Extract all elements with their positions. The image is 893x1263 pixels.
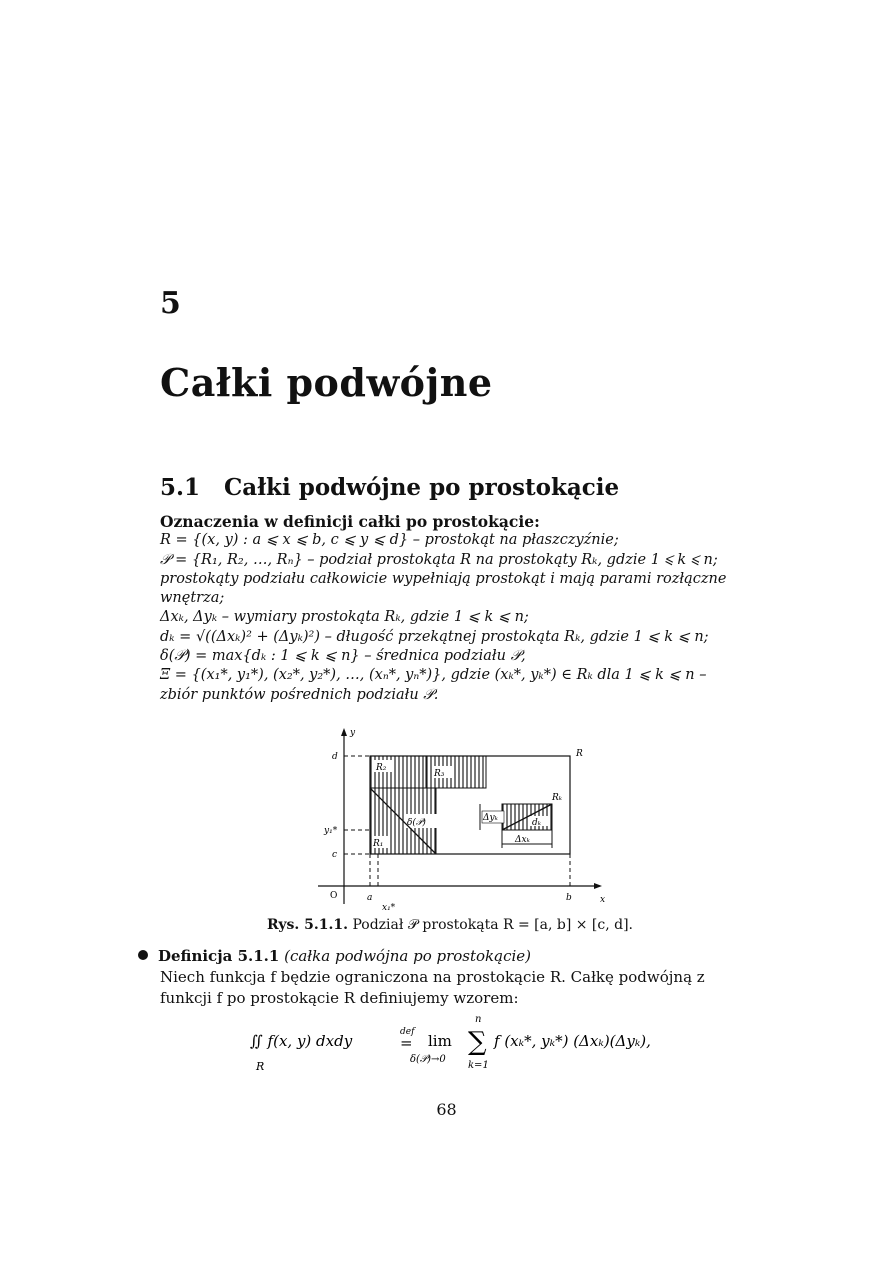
formula-region: R — [256, 1060, 265, 1073]
formula-sum-bottom: k=1 — [468, 1060, 489, 1071]
tick-y1: y₁* — [324, 826, 338, 836]
bullet-icon — [138, 950, 148, 960]
chapter-title: Całki podwójne — [160, 360, 493, 405]
formula-sum-icon: ∑ — [468, 1027, 487, 1057]
chapter-number: 5 — [160, 286, 181, 321]
origin-label: O — [330, 891, 338, 901]
definition-formula — [250, 1010, 710, 1080]
notation-block — [160, 512, 740, 705]
notation-line-points: Ξ = {(x₁*, y₁*), (x₂*, y₂*), …, (xₙ*, yₙ*)}, gdzie (xₖ*, yₖ*) ∈ Rₖ dla 1 ⩽ k ⩽ n – zbiór punktów pośrednich podziału 𝒫. — [160, 667, 707, 703]
figure-caption — [160, 917, 740, 933]
label-dk: dₖ — [532, 818, 542, 828]
formula-sum-top: n — [475, 1014, 482, 1025]
definition-body: Niech funkcja f będzie ograniczona na prostokącie R. Całkę podwójną z funkcji f po prostokącie R definiujemy wzorem: — [160, 968, 705, 1007]
page-number: 68 — [436, 1100, 457, 1119]
definition-subtitle: (całka podwójna po prostokącie) — [284, 947, 532, 965]
formula-lhs: ∬ f(x, y) dxdy — [250, 1032, 353, 1050]
y-arrow-icon — [341, 728, 347, 736]
label-dxk: Δxₖ — [515, 835, 530, 845]
tick-d: d — [332, 752, 338, 762]
notation-line-diagonal: dₖ = √((Δxₖ)² + (Δyₖ)²) – długość przekątnej prostokąta Rₖ, gdzie 1 ⩽ k ⩽ n; — [160, 628, 709, 645]
notation-line-diameter: δ(𝒫) = max{dₖ : 1 ⩽ k ⩽ n} – średnica podziału 𝒫, — [160, 648, 526, 665]
notation-line-dimensions: Δxₖ, Δyₖ – wymiary prostokąta Rₖ, gdzie 1 ⩽ k ⩽ n; — [160, 609, 529, 626]
definition-title: Definicja 5.1.1 — [158, 947, 280, 965]
tick-x1: x₁* — [382, 903, 396, 912]
notation-line-rectangle: R = {(x, y) : a ⩽ x ⩽ b, c ⩽ y ⩽ d} – prostokąt na płaszczyźnie; — [160, 532, 619, 549]
axis-y-label: y — [350, 728, 356, 738]
label-delta: δ(𝒫) — [407, 818, 426, 828]
definition-block — [138, 946, 748, 1009]
formula-def: def — [400, 1027, 415, 1037]
section-heading — [160, 474, 619, 501]
partition-figure — [310, 726, 620, 912]
label-R2: R₂ — [376, 763, 387, 773]
x-arrow-icon — [594, 883, 602, 889]
notation-line-partition: 𝒫 = {R₁, R₂, …, Rₙ} – podział prostokąta R na prostokąty Rₖ, gdzie 1 ⩽ k ⩽ n; prostokąty podziału całkowicie wypełniają prostokąt i mają parami rozłączne wnętrza; — [160, 551, 727, 607]
label-dyk: Δyₖ — [483, 813, 498, 823]
label-R1: R₁ — [373, 839, 384, 849]
notation-heading: Oznaczenia w definicji całki po prostokącie: — [160, 512, 540, 531]
label-Rk: Rₖ — [552, 793, 563, 803]
tick-c: c — [332, 850, 338, 860]
formula-lim: lim — [428, 1032, 452, 1050]
axis-x-label: x — [600, 895, 606, 905]
formula-lim-sub: δ(𝒫)→0 — [410, 1054, 446, 1065]
tick-b: b — [566, 893, 572, 903]
label-R3: R₃ — [434, 769, 445, 779]
label-R: R — [576, 749, 583, 759]
caption-label: Rys. 5.1.1. — [266, 917, 348, 933]
section-title: Całki podwójne po prostokącie — [224, 474, 620, 501]
caption-text: Podział 𝒫 prostokąta R = [a, b] × [c, d]. — [352, 917, 634, 933]
formula-rhs: f (xₖ*, yₖ*) (Δxₖ)(Δyₖ), — [494, 1032, 651, 1050]
tick-a: a — [367, 893, 373, 903]
section-number: 5.1 — [160, 474, 201, 501]
formula-eq: = — [400, 1034, 413, 1052]
